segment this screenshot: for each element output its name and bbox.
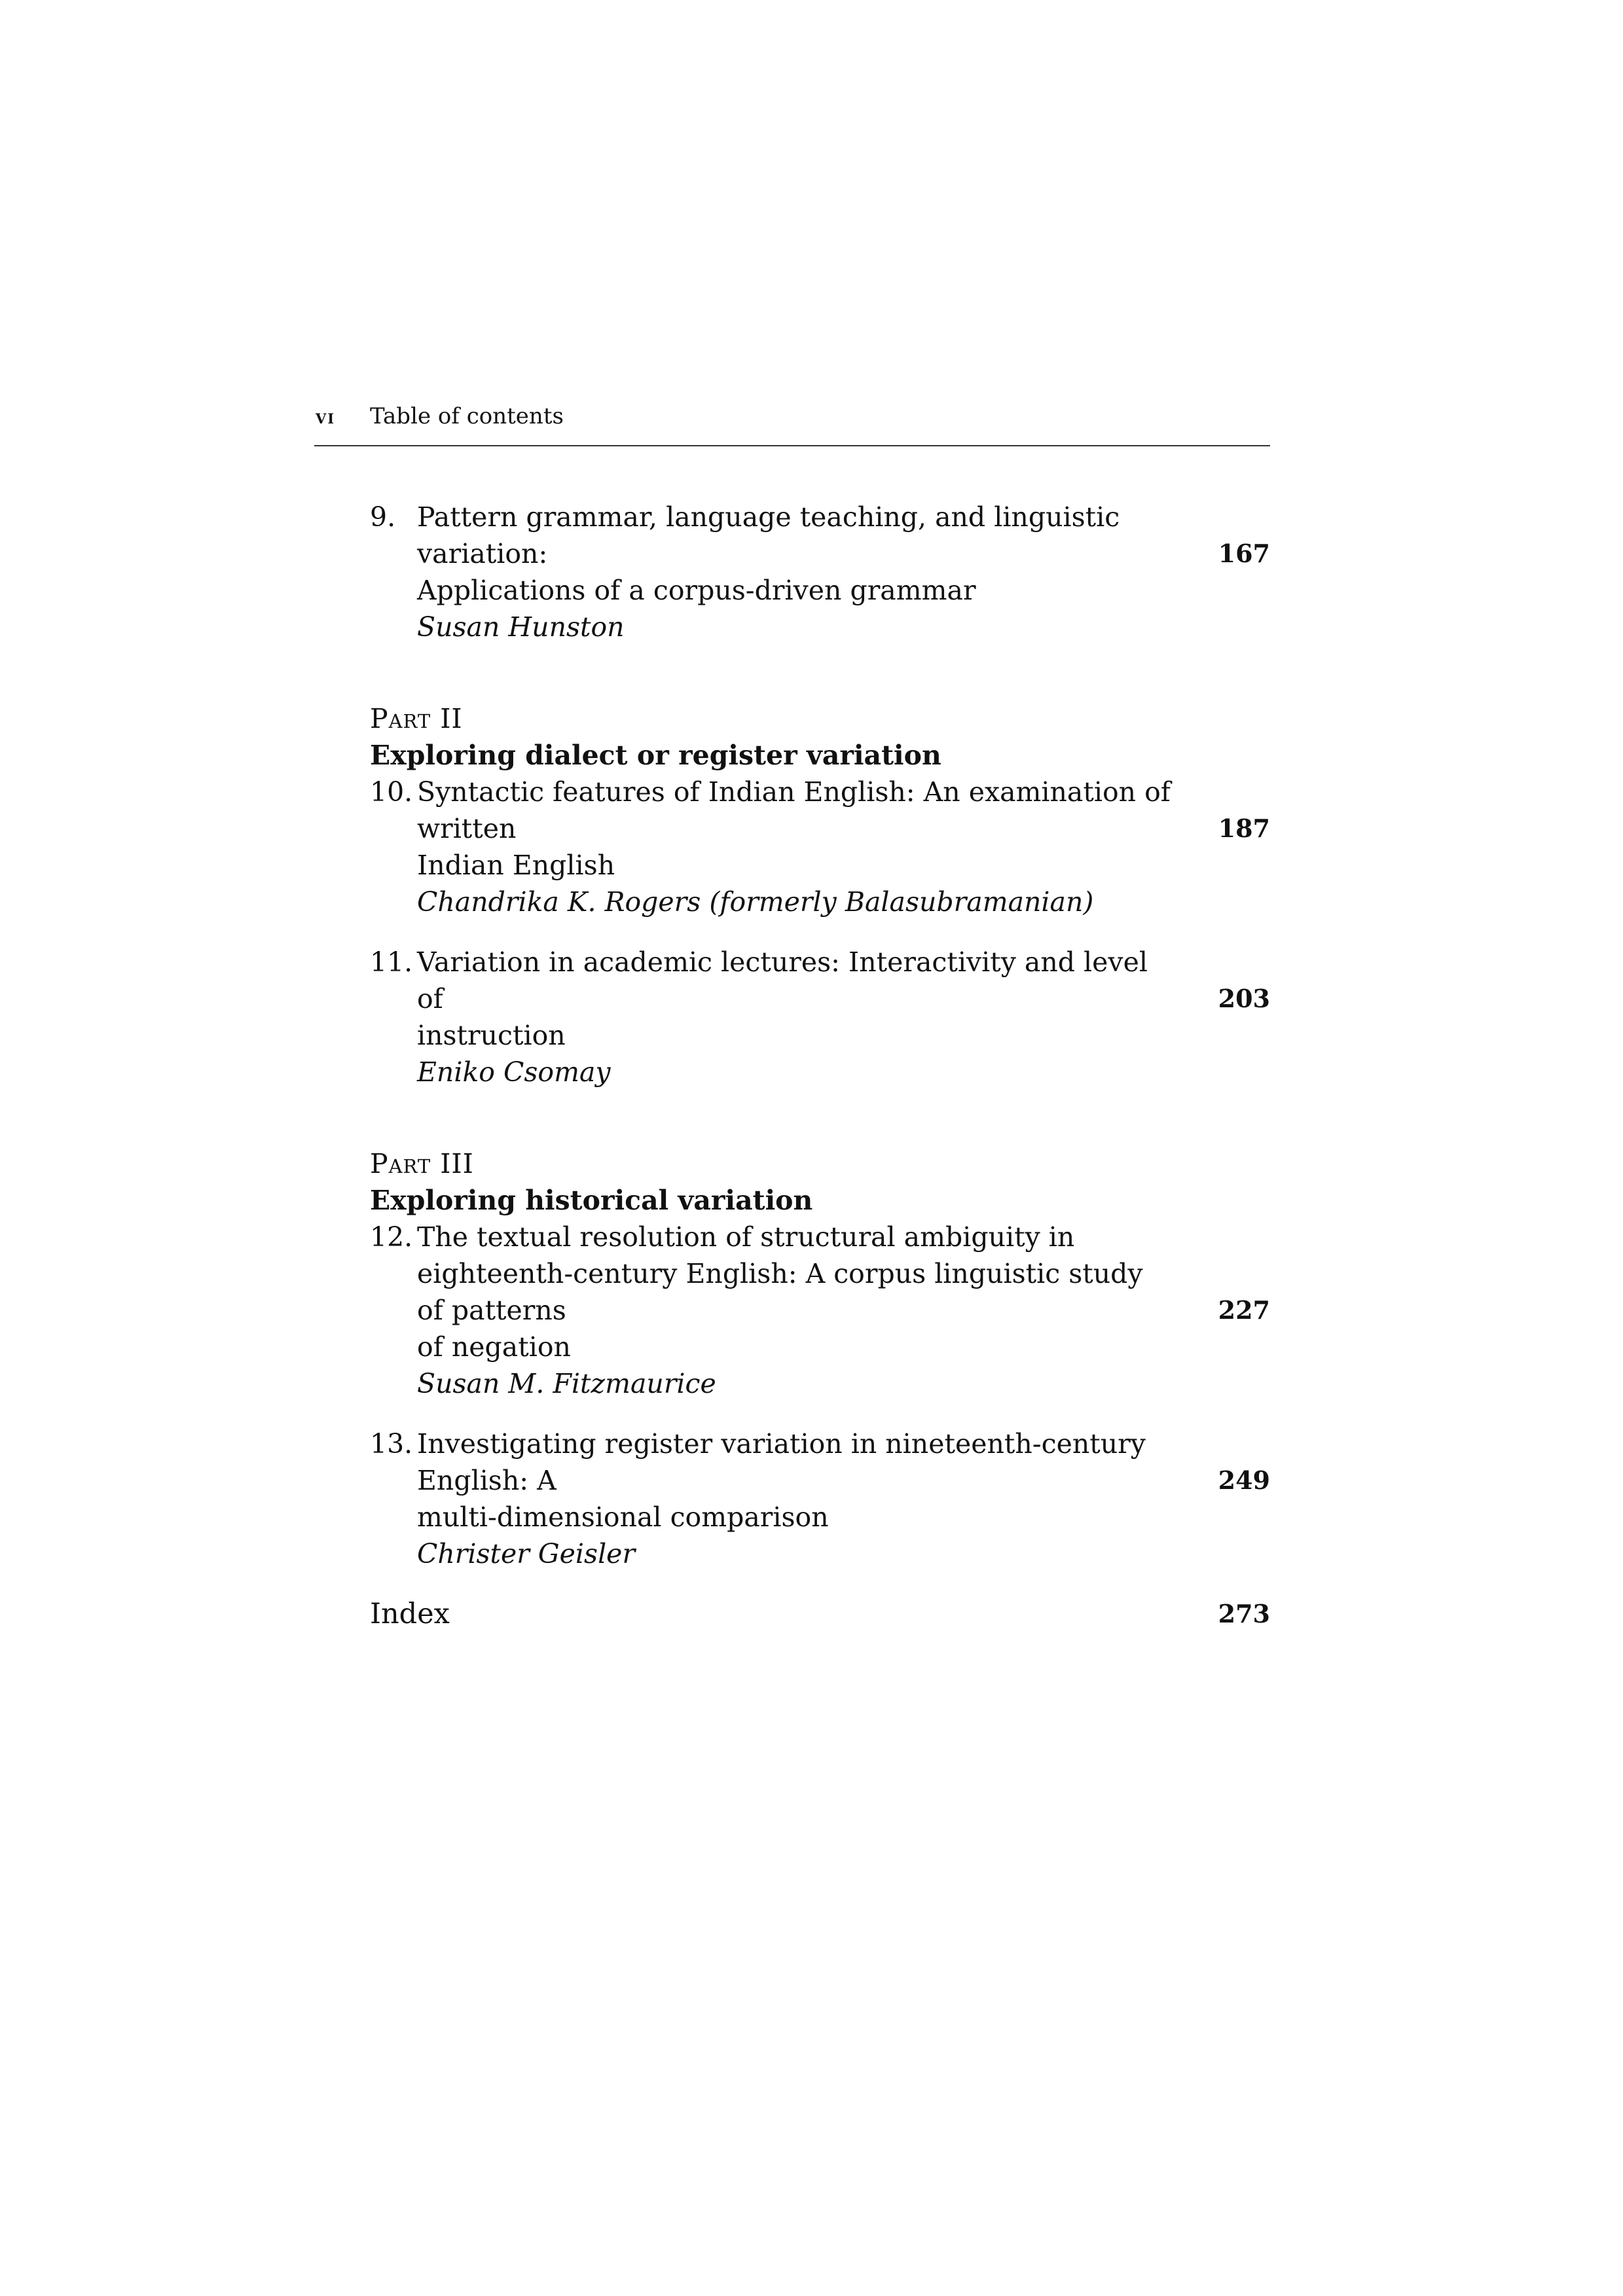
entry-number: 10. [370, 776, 413, 808]
entry-author: Christer Geisler [417, 1538, 636, 1570]
table-of-contents [370, 499, 1270, 1632]
entry-title-line: Investigating register variation in nineteenth-century English: A [417, 1428, 1146, 1496]
entry-title-line: Applications of a corpus-driven grammar [417, 575, 976, 606]
entry-title-line: instruction [417, 1020, 566, 1051]
entry-author: Chandrika K. Rogers (formerly Balasubramanian) [417, 886, 1094, 918]
entry-title-line: of negation [417, 1331, 571, 1363]
entry-title-line: Syntactic features of Indian English: An examination of written [417, 776, 1171, 844]
entry-page-number: 249 [1218, 1465, 1270, 1495]
entry-title-line: Pattern grammar, language teaching, and linguistic variation: [417, 501, 1120, 569]
entry-number: 12. [370, 1221, 413, 1253]
page-number: vi [316, 406, 336, 429]
entry-title-line: eighteenth-century English: A corpus linguistic study of patterns [417, 1258, 1143, 1326]
entry-author: Susan Hunston [417, 611, 625, 643]
toc-entry-13[interactable] [370, 1426, 1270, 1572]
entry-title-line: Variation in academic lectures: Interactivity and level of [417, 946, 1148, 1014]
part-label: Part II [370, 703, 463, 734]
entry-page-number: 203 [1218, 984, 1270, 1013]
toc-entry-9[interactable] [370, 499, 1270, 645]
entry-page-number: 167 [1218, 539, 1270, 568]
part-title: Exploring dialect or register variation [370, 740, 941, 771]
entry-number: 11. [370, 946, 413, 978]
toc-entry-11[interactable] [370, 944, 1270, 1090]
part-title: Exploring historical variation [370, 1185, 813, 1216]
part-label: Part III [370, 1148, 474, 1179]
index-label: Index [370, 1598, 450, 1630]
entry-page-number: 187 [1218, 814, 1270, 843]
entry-title-line: The textual resolution of structural ambiguity in [417, 1221, 1075, 1253]
entry-page-number: 227 [1218, 1295, 1270, 1325]
entry-author: Susan M. Fitzmaurice [417, 1368, 716, 1399]
index-page-number: 273 [1218, 1599, 1270, 1628]
running-head [314, 399, 1270, 446]
toc-entry-10[interactable] [370, 774, 1270, 920]
toc-entry-index[interactable] [370, 1596, 1270, 1632]
entry-title-line: multi-dimensional comparison [417, 1501, 829, 1533]
running-title: Table of contents [370, 403, 564, 429]
entry-number: 13. [370, 1428, 413, 1460]
entry-title-line: Indian English [417, 850, 615, 881]
page-body [314, 399, 1270, 2296]
toc-entry-12[interactable] [370, 1219, 1270, 1402]
entry-number: 9. [370, 501, 396, 533]
entry-author: Eniko Csomay [417, 1056, 611, 1088]
